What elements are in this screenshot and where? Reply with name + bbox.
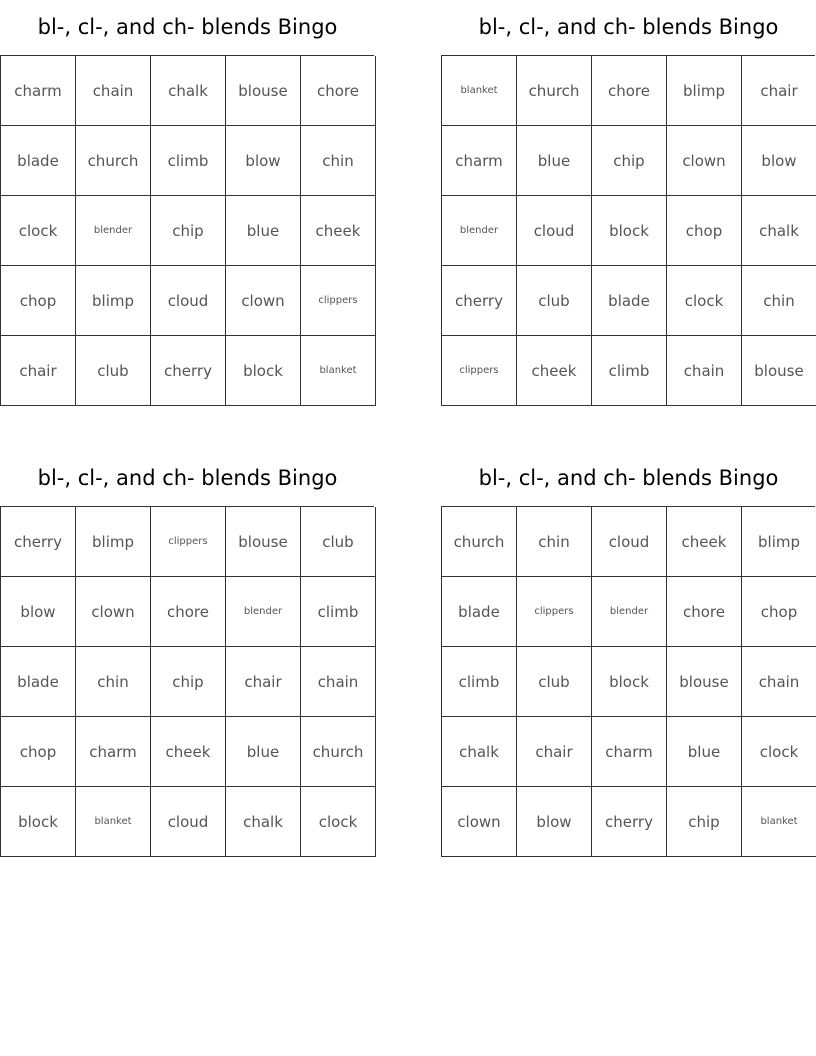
bingo-cell: chair bbox=[1, 336, 76, 406]
bingo-cell: cloud bbox=[151, 787, 226, 857]
bingo-cell: climb bbox=[592, 336, 667, 406]
bingo-cell: charm bbox=[76, 717, 151, 787]
bingo-cell: chair bbox=[226, 647, 301, 717]
bingo-cell: chain bbox=[667, 336, 742, 406]
bingo-cell: charm bbox=[592, 717, 667, 787]
card-title: bl-, cl-, and ch- blends Bingo bbox=[478, 15, 779, 39]
bingo-cell: block bbox=[592, 196, 667, 266]
bingo-cell: blanket bbox=[442, 56, 517, 126]
bingo-cell: blow bbox=[1, 577, 76, 647]
bingo-cell: chin bbox=[742, 266, 816, 336]
bingo-cell: clown bbox=[442, 787, 517, 857]
bingo-card-3 bbox=[0, 451, 375, 857]
bingo-cell: blue bbox=[667, 717, 742, 787]
bingo-cell: chain bbox=[301, 647, 376, 717]
bingo-cell: cherry bbox=[1, 507, 76, 577]
bingo-cell: chip bbox=[151, 647, 226, 717]
bingo-cell: blanket bbox=[76, 787, 151, 857]
bingo-cell: blender bbox=[226, 577, 301, 647]
bingo-cell: blade bbox=[592, 266, 667, 336]
bingo-cell: clippers bbox=[301, 266, 376, 336]
bingo-cell: blade bbox=[1, 647, 76, 717]
bingo-cell: clown bbox=[76, 577, 151, 647]
bingo-cell: chore bbox=[592, 56, 667, 126]
bingo-cell: charm bbox=[442, 126, 517, 196]
bingo-cell: church bbox=[442, 507, 517, 577]
card-title: bl-, cl-, and ch- blends Bingo bbox=[37, 466, 338, 490]
bingo-cell: church bbox=[76, 126, 151, 196]
bingo-cell: blouse bbox=[226, 507, 301, 577]
bingo-cell: clippers bbox=[517, 577, 592, 647]
bingo-cell: clown bbox=[226, 266, 301, 336]
bingo-cell: club bbox=[76, 336, 151, 406]
bingo-cell: chin bbox=[76, 647, 151, 717]
bingo-grid bbox=[0, 506, 374, 857]
bingo-cell: chalk bbox=[742, 196, 816, 266]
bingo-cell: clippers bbox=[151, 507, 226, 577]
bingo-cell: chain bbox=[742, 647, 816, 717]
bingo-cell: blue bbox=[517, 126, 592, 196]
bingo-cell: blouse bbox=[667, 647, 742, 717]
bingo-cell: blanket bbox=[742, 787, 816, 857]
bingo-cell: blanket bbox=[301, 336, 376, 406]
bingo-cell: blender bbox=[442, 196, 517, 266]
bingo-grid bbox=[0, 55, 374, 406]
bingo-cell: blimp bbox=[667, 56, 742, 126]
bingo-cell: chin bbox=[517, 507, 592, 577]
bingo-cell: chin bbox=[301, 126, 376, 196]
bingo-cell: chip bbox=[592, 126, 667, 196]
bingo-cell: clown bbox=[667, 126, 742, 196]
bingo-cell: chip bbox=[667, 787, 742, 857]
bingo-cell: chop bbox=[742, 577, 816, 647]
card-title: bl-, cl-, and ch- blends Bingo bbox=[478, 466, 779, 490]
bingo-cell: chair bbox=[742, 56, 816, 126]
bingo-card-2 bbox=[441, 0, 816, 406]
bingo-cell: clippers bbox=[442, 336, 517, 406]
bingo-cell: chair bbox=[517, 717, 592, 787]
bingo-cell: cheek bbox=[517, 336, 592, 406]
bingo-cell: cheek bbox=[301, 196, 376, 266]
bingo-cell: cloud bbox=[151, 266, 226, 336]
bingo-cell: climb bbox=[442, 647, 517, 717]
bingo-grid bbox=[441, 55, 815, 406]
bingo-cell: block bbox=[1, 787, 76, 857]
bingo-cell: club bbox=[517, 647, 592, 717]
bingo-cell: church bbox=[301, 717, 376, 787]
bingo-cell: blender bbox=[592, 577, 667, 647]
bingo-cell: cheek bbox=[667, 507, 742, 577]
bingo-cell: climb bbox=[151, 126, 226, 196]
bingo-cell: chalk bbox=[151, 56, 226, 126]
bingo-cell: blade bbox=[442, 577, 517, 647]
bingo-cell: blimp bbox=[76, 507, 151, 577]
bingo-cell: blow bbox=[226, 126, 301, 196]
bingo-cell: cherry bbox=[442, 266, 517, 336]
bingo-cell: charm bbox=[1, 56, 76, 126]
bingo-cell: blender bbox=[76, 196, 151, 266]
bingo-cell: chore bbox=[301, 56, 376, 126]
bingo-cell: clock bbox=[667, 266, 742, 336]
bingo-cell: blow bbox=[517, 787, 592, 857]
bingo-cell: cloud bbox=[592, 507, 667, 577]
bingo-card-4 bbox=[441, 451, 816, 857]
bingo-cell: cherry bbox=[151, 336, 226, 406]
bingo-cell: chop bbox=[1, 266, 76, 336]
bingo-cell: club bbox=[301, 507, 376, 577]
bingo-cell: blow bbox=[742, 126, 816, 196]
bingo-cell: cherry bbox=[592, 787, 667, 857]
bingo-cell: club bbox=[517, 266, 592, 336]
bingo-cell: cloud bbox=[517, 196, 592, 266]
bingo-cell: chain bbox=[76, 56, 151, 126]
bingo-cell: chop bbox=[667, 196, 742, 266]
bingo-cell: chop bbox=[1, 717, 76, 787]
bingo-cell: blade bbox=[1, 126, 76, 196]
bingo-cell: blouse bbox=[742, 336, 816, 406]
bingo-cell: blouse bbox=[226, 56, 301, 126]
bingo-cell: blue bbox=[226, 717, 301, 787]
bingo-grid bbox=[441, 506, 815, 857]
bingo-cell: blimp bbox=[76, 266, 151, 336]
bingo-cell: chore bbox=[151, 577, 226, 647]
bingo-card-1 bbox=[0, 0, 375, 406]
bingo-cell: clock bbox=[742, 717, 816, 787]
bingo-cell: block bbox=[226, 336, 301, 406]
card-title: bl-, cl-, and ch- blends Bingo bbox=[37, 15, 338, 39]
bingo-cell: chalk bbox=[226, 787, 301, 857]
bingo-cell: chip bbox=[151, 196, 226, 266]
bingo-cell: climb bbox=[301, 577, 376, 647]
bingo-cell: blimp bbox=[742, 507, 816, 577]
bingo-cell: blue bbox=[226, 196, 301, 266]
bingo-cell: clock bbox=[301, 787, 376, 857]
bingo-cell: church bbox=[517, 56, 592, 126]
bingo-cell: cheek bbox=[151, 717, 226, 787]
bingo-cell: clock bbox=[1, 196, 76, 266]
bingo-cell: chore bbox=[667, 577, 742, 647]
bingo-cell: chalk bbox=[442, 717, 517, 787]
bingo-cell: block bbox=[592, 647, 667, 717]
